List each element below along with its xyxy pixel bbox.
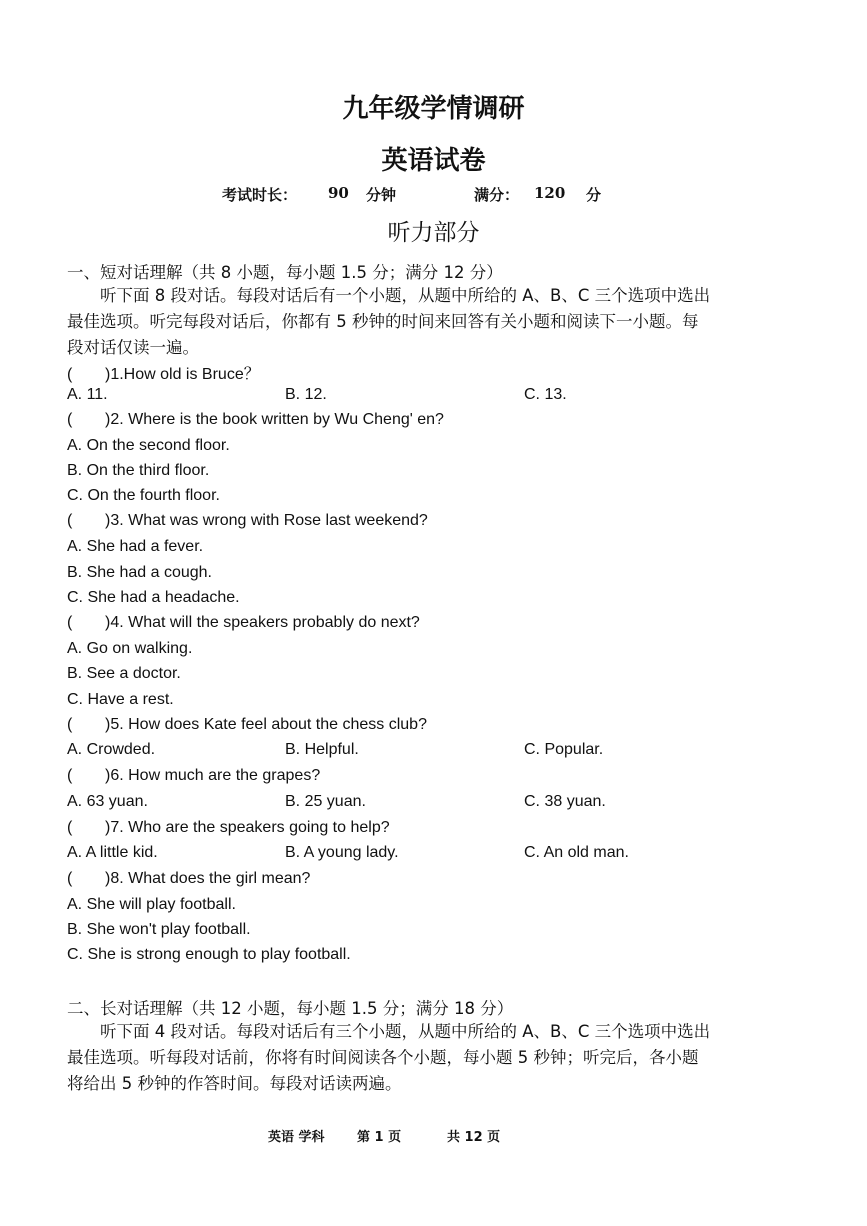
option-c: C. Popular. xyxy=(524,741,604,758)
option-a: A. She had a fever. xyxy=(67,538,204,555)
exam-title: 九年级学情调研 xyxy=(342,94,525,124)
footer-page-number: 第 1 页 xyxy=(357,1130,402,1145)
option-a: A. A little kid. xyxy=(67,844,158,861)
option-b: B. On the third floor. xyxy=(67,462,210,479)
option-b: B. A young lady. xyxy=(285,844,399,861)
question-1-options xyxy=(67,386,767,404)
option-b: B. 25 yuan. xyxy=(285,793,366,810)
question-3: ( )3. What was wrong with Rose last weekend? xyxy=(67,512,428,529)
option-b: B. She had a cough. xyxy=(67,564,212,581)
option-c: C. She had a headache. xyxy=(67,589,240,606)
option-a: A. On the second floor. xyxy=(67,437,230,454)
part2-instructions: 听下面 4 段对话。每段对话后有三个小题，从题中所给的 A、B、C 三个选项中选出 最佳选项。听每段对话前，你将有时间阅读各个小题，每小题 5 秒钟；听完后，各小题 将给出 5 秒钟的作答时间。每段对话读两遍。 xyxy=(67,1022,711,1093)
question-7: ( )7. Who are the speakers going to help? xyxy=(67,819,390,836)
option-c: C. Have a rest. xyxy=(67,691,174,708)
question-5: ( )5. How does Kate feel about the chess club? xyxy=(67,716,427,733)
option-a: A. 11. xyxy=(67,386,108,403)
score-label: 满分： xyxy=(474,186,520,204)
option-c: C. On the fourth floor. xyxy=(67,487,220,504)
option-c: C. 13. xyxy=(524,386,567,403)
question-7-options xyxy=(67,844,767,862)
question-2: ( )2. Where is the book written by Wu Cheng' en? xyxy=(67,411,444,428)
part2-heading: 二、长对话理解（共 12 小题，每小题 1.5 分；满分 18 分） xyxy=(67,999,514,1018)
question-8: ( )8. What does the girl mean? xyxy=(67,870,311,887)
part1-instructions: 听下面 8 段对话。每段对话后有一个小题，从题中所给的 A、B、C 三个选项中选出 最佳选项。听完每段对话后，你都有 5 秒钟的时间来回答有关小题和阅读下一小题。每 段对话仅读一遍。 xyxy=(67,286,711,357)
footer-total-pages: 共 12 页 xyxy=(447,1130,501,1145)
score-value: 120 xyxy=(534,184,566,202)
question-6: ( )6. How much are the grapes? xyxy=(67,767,321,784)
option-a: A. Crowded. xyxy=(67,741,156,758)
duration-unit: 分钟 xyxy=(366,186,397,204)
exam-subject-title: 英语试卷 xyxy=(381,146,486,176)
question-1: ( )1.How old is Bruce？ xyxy=(67,366,260,383)
footer-subject: 英语 学科 xyxy=(268,1130,325,1145)
option-c: C. An old man. xyxy=(524,844,629,861)
option-b: B. She won't play football. xyxy=(67,921,251,938)
section-title: 听力部分 xyxy=(387,220,480,246)
question-6-options xyxy=(67,793,767,811)
question-4: ( )4. What will the speakers probably do next? xyxy=(67,614,420,631)
duration-label: 考试时长： xyxy=(222,186,298,204)
option-a: A. Go on walking. xyxy=(67,640,193,657)
score-unit: 分 xyxy=(586,186,602,204)
option-b: B. See a doctor. xyxy=(67,665,181,682)
duration-value: 90 xyxy=(328,184,349,202)
option-a: A. She will play football. xyxy=(67,896,236,913)
option-a: A. 63 yuan. xyxy=(67,793,148,810)
option-b: B. 12. xyxy=(285,386,327,403)
question-5-options xyxy=(67,741,767,759)
option-c: C. She is strong enough to play football. xyxy=(67,946,351,963)
part1-heading: 一、短对话理解（共 8 小题，每小题 1.5 分；满分 12 分） xyxy=(67,263,503,282)
option-c: C. 38 yuan. xyxy=(524,793,606,810)
option-b: B. Helpful. xyxy=(285,741,359,758)
